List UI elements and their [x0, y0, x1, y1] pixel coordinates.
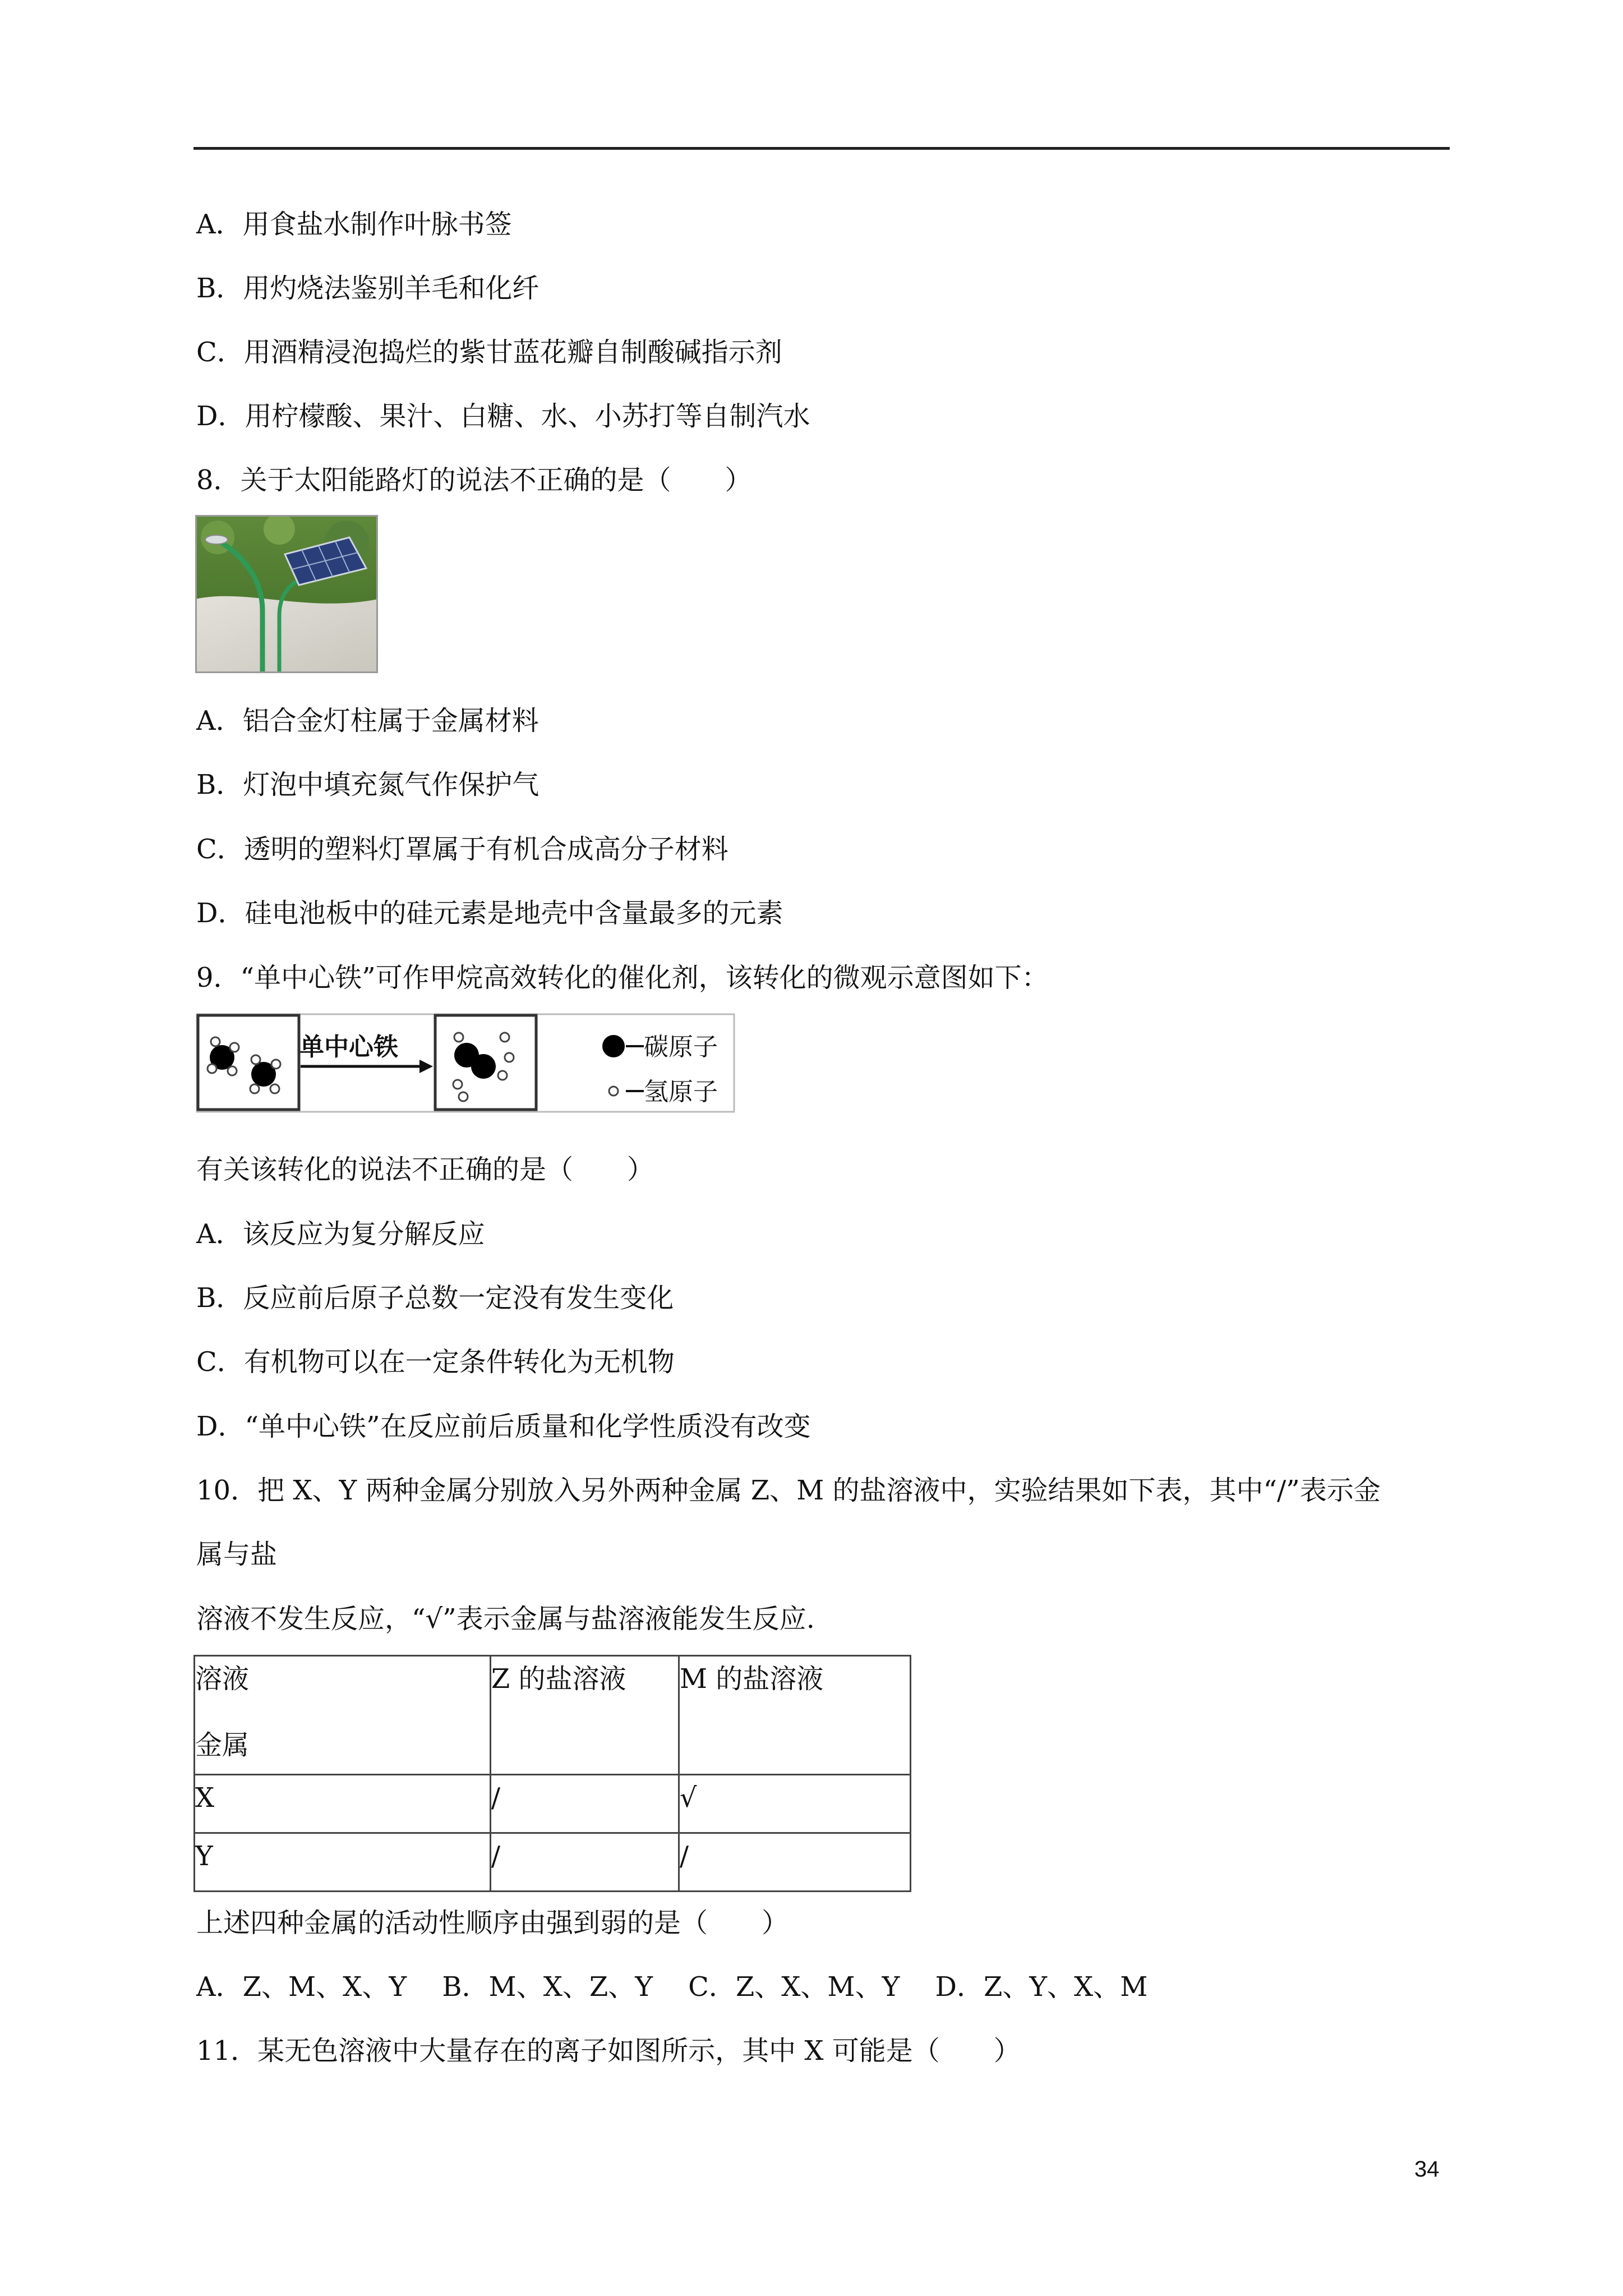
row-metal: X: [195, 1775, 491, 1833]
table-row: [195, 1833, 911, 1892]
header-m-solution: M 的盐溶液: [679, 1656, 910, 1775]
question-10-line-3: 溶液不发生反应，“√”表示金属与盐溶液能发生反应.: [196, 1603, 815, 1635]
question-10-line-2: 属与盐: [196, 1539, 278, 1570]
q8-option-a: A．铝合金灯柱属于金属材料: [196, 705, 539, 737]
q7-option-d: D．用柠檬酸、果汁、白糖、水、小苏打等自制汽水: [196, 401, 810, 432]
carbon-atom-icon: [602, 1035, 625, 1057]
row-m-result: √: [679, 1775, 910, 1833]
header-metal-label: 金属: [195, 1729, 250, 1761]
row-z-result: /: [490, 1775, 679, 1833]
header-z-solution: Z 的盐溶液: [490, 1656, 679, 1775]
legend-carbon: 碳原子: [644, 1033, 718, 1061]
q9-option-d: D．“单中心铁”在反应前后质量和化学性质没有改变: [196, 1411, 811, 1442]
reaction-diagram: [195, 1013, 736, 1114]
question-9: 9．“单中心铁”可作甲烷高效转化的催化剂，该转化的微观示意图如下：: [196, 962, 1049, 993]
q9-option-c: C．有机物可以在一定条件转化为无机物: [196, 1346, 675, 1378]
page-number: 34: [1414, 2157, 1440, 2182]
q9-option-a: A．该反应为复分解反应: [196, 1218, 485, 1250]
q10-stem: 上述四种金属的活动性顺序由强到弱的是（ ）: [196, 1907, 789, 1939]
table-header-row: [195, 1656, 911, 1775]
row-m-result: /: [679, 1833, 910, 1892]
q9-stem: 有关该转化的说法不正确的是（ ）: [196, 1154, 654, 1185]
header-rule: [193, 147, 1450, 150]
q7-option-c: C．用酒精浸泡捣烂的紫甘蓝花瓣自制酸碱指示剂: [196, 337, 782, 368]
q9-option-b: B．反应前后原子总数一定没有发生变化: [196, 1282, 674, 1314]
table-corner-cell: [195, 1656, 491, 1775]
table-row: [195, 1775, 911, 1833]
row-z-result: /: [490, 1833, 679, 1892]
question-11: 11．某无色溶液中大量存在的离子如图所示，其中 X 可能是（ ）: [196, 2035, 1021, 2067]
q8-option-b: B．灯泡中填充氮气作保护气: [196, 769, 540, 800]
arrow-label: 单中心铁: [299, 1033, 398, 1061]
hydrogen-atom-icon: [609, 1087, 618, 1096]
q10-options: A．Z、M、X、Y B．M、X、Z、Y C．Z、X、M、Y D．Z、Y、X、M: [196, 1971, 1148, 2003]
reaction-results-table: [193, 1655, 911, 1892]
row-metal: Y: [195, 1833, 491, 1892]
legend-hydrogen: 氢原子: [644, 1078, 718, 1106]
header-solution-label: 溶液: [195, 1663, 250, 1695]
solar-lamp-photo: [195, 515, 378, 673]
question-8: 8．关于太阳能路灯的说法不正确的是（ ）: [196, 464, 752, 496]
q8-option-c: C．透明的塑料灯罩属于有机合成高分子材料: [196, 834, 728, 865]
q8-option-d: D．硅电池板中的硅元素是地壳中含量最多的元素: [196, 898, 783, 929]
q7-option-a: A．用食盐水制作叶脉书签: [196, 209, 512, 240]
question-10-line-1: 10．把 X、Y 两种金属分别放入另外两种金属 Z、M 的盐溶液中，实验结果如下表，其中“/”表示金: [196, 1475, 1381, 1506]
q7-option-b: B．用灼烧法鉴别羊毛和化纤: [196, 273, 540, 304]
